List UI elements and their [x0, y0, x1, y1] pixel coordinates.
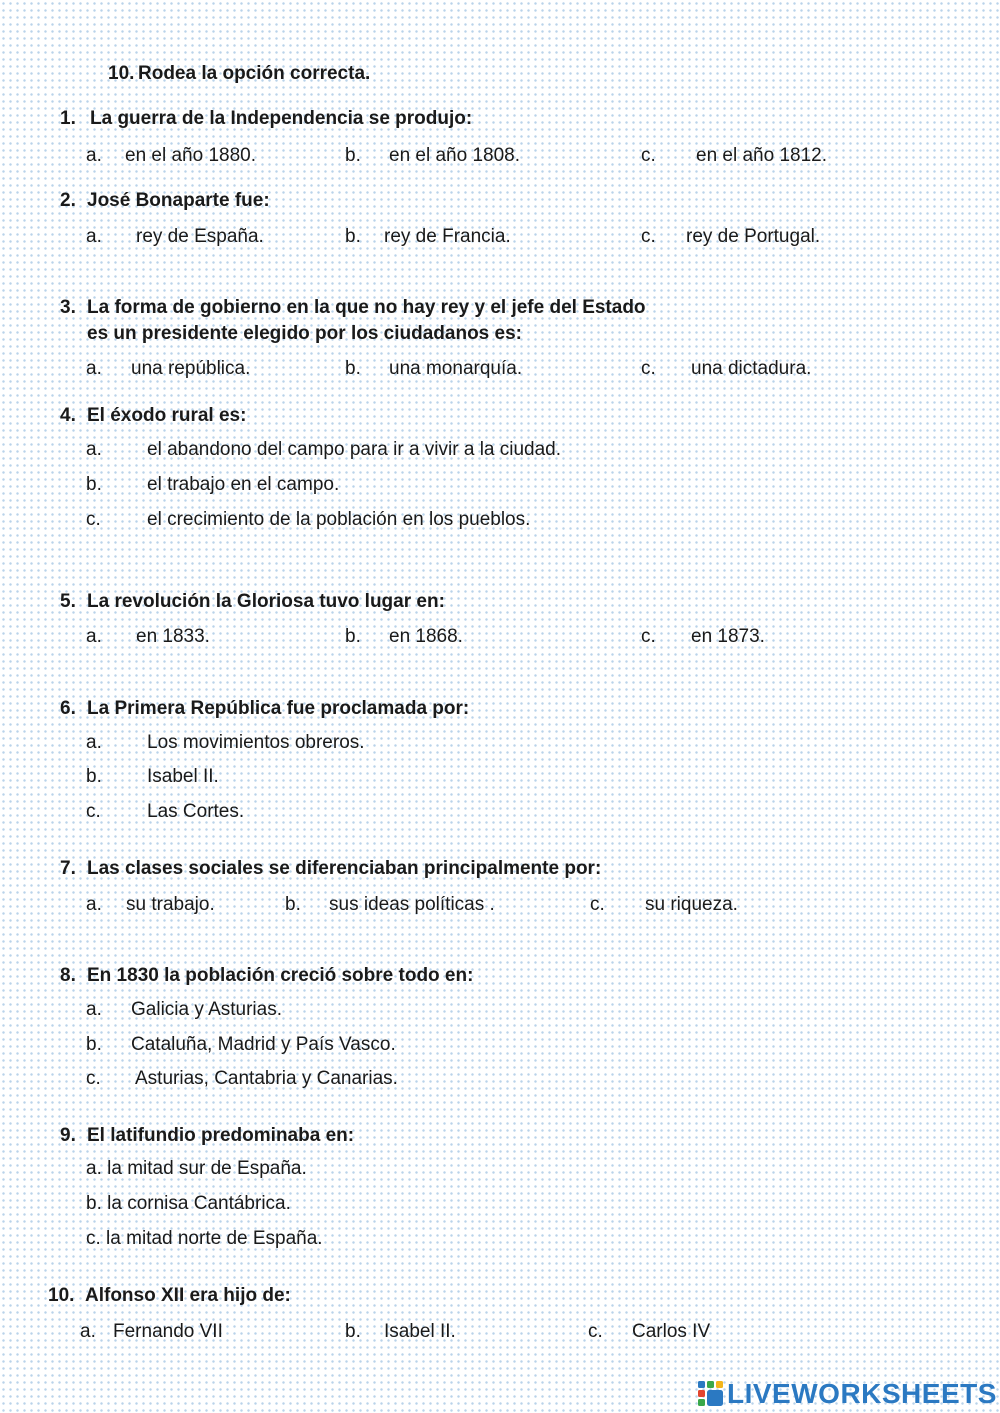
q2-option-a-letter: a.: [86, 226, 102, 247]
q3-option-a-letter: a.: [86, 358, 102, 379]
q2-option-c[interactable]: rey de Portugal.: [686, 226, 821, 247]
q7-number: 7.: [60, 858, 76, 879]
q5-option-b[interactable]: en 1868.: [389, 626, 463, 647]
q5-number: 5.: [60, 591, 76, 612]
q4-option-b[interactable]: el trabajo en el campo.: [147, 474, 340, 495]
q3-option-a[interactable]: una república.: [131, 358, 251, 379]
q7-option-c-letter: c.: [590, 894, 605, 915]
q1-option-b-letter: b.: [345, 145, 361, 166]
q1-option-c-letter: c.: [641, 145, 656, 166]
q9-option-a[interactable]: a. la mitad sur de España.: [86, 1158, 307, 1179]
q4-number: 4.: [60, 405, 76, 426]
q2-option-c-letter: c.: [641, 226, 656, 247]
q5-option-a-letter: a.: [86, 626, 102, 647]
q2-number: 2.: [60, 190, 76, 211]
q4-option-c[interactable]: el crecimiento de la población en los pueblos.: [147, 509, 531, 530]
q10-option-a[interactable]: Fernando VII: [113, 1321, 223, 1342]
liveworksheets-logo: [698, 1378, 997, 1410]
q8-option-a-letter: a.: [86, 999, 102, 1020]
q6-option-a[interactable]: Los movimientos obreros.: [147, 732, 365, 753]
q3-number: 3.: [60, 297, 76, 318]
q4-option-a[interactable]: el abandono del campo para ir a vivir a la ciudad.: [147, 439, 562, 460]
q10-number: 10.: [48, 1285, 75, 1306]
exercise-number: 10.: [108, 63, 135, 84]
q8-option-b-letter: b.: [86, 1034, 102, 1055]
q5-option-c[interactable]: en 1873.: [691, 626, 765, 647]
q8-option-c[interactable]: Asturias, Cantabria y Canarias.: [135, 1068, 398, 1089]
q5-option-b-letter: b.: [345, 626, 361, 647]
q7-option-a[interactable]: su trabajo.: [126, 894, 215, 915]
q8-option-a[interactable]: Galicia y Asturias.: [131, 999, 282, 1020]
q9-option-c[interactable]: c. la mitad norte de España.: [86, 1228, 323, 1249]
q6-option-a-letter: a.: [86, 732, 102, 753]
q1-option-a[interactable]: en el año 1880.: [125, 145, 257, 166]
q10-option-b-letter: b.: [345, 1321, 361, 1342]
q9-number: 9.: [60, 1125, 76, 1146]
q10-option-c[interactable]: Carlos IV: [632, 1321, 711, 1342]
q2-option-b[interactable]: rey de Francia.: [384, 226, 511, 247]
q1-option-c[interactable]: en el año 1812.: [696, 145, 828, 166]
q9-option-b[interactable]: b. la cornisa Cantábrica.: [86, 1193, 291, 1214]
exercise-title: Rodea la opción correcta.: [138, 63, 371, 84]
q3-option-b-letter: b.: [345, 358, 361, 379]
q2-option-b-letter: b.: [345, 226, 361, 247]
q2-option-a[interactable]: rey de España.: [136, 226, 264, 247]
liveworksheets-grid-icon: [698, 1381, 724, 1407]
q10-option-b[interactable]: Isabel II.: [384, 1321, 456, 1342]
q3-question-line1: La forma de gobierno en la que no hay rey y el jefe del Estado: [87, 297, 646, 318]
q7-option-b[interactable]: sus ideas políticas .: [329, 894, 495, 915]
q6-option-b[interactable]: Isabel II.: [147, 766, 219, 787]
q1-option-b[interactable]: en el año 1808.: [389, 145, 521, 166]
q2-question: José Bonaparte fue:: [87, 190, 270, 211]
q1-option-a-letter: a.: [86, 145, 102, 166]
q7-option-a-letter: a.: [86, 894, 102, 915]
q4-option-b-letter: b.: [86, 474, 102, 495]
q8-option-b[interactable]: Cataluña, Madrid y País Vasco.: [131, 1034, 396, 1055]
q6-number: 6.: [60, 698, 76, 719]
q4-option-c-letter: c.: [86, 509, 101, 530]
q8-number: 8.: [60, 965, 76, 986]
q3-option-b[interactable]: una monarquía.: [389, 358, 523, 379]
q4-option-a-letter: a.: [86, 439, 102, 460]
q7-option-b-letter: b.: [285, 894, 301, 915]
q6-option-b-letter: b.: [86, 766, 102, 787]
q7-question: Las clases sociales se diferenciaban principalmente por:: [87, 858, 602, 879]
q7-option-c[interactable]: su riqueza.: [645, 894, 738, 915]
q3-option-c[interactable]: una dictadura.: [691, 358, 812, 379]
q5-option-c-letter: c.: [641, 626, 656, 647]
q8-question: En 1830 la población creció sobre todo en:: [87, 965, 474, 986]
q9-question: El latifundio predominaba en:: [87, 1125, 355, 1146]
q6-option-c-letter: c.: [86, 801, 101, 822]
q6-option-c[interactable]: Las Cortes.: [147, 801, 245, 822]
q10-option-a-letter: a.: [80, 1321, 96, 1342]
q6-question: La Primera República fue proclamada por:: [87, 698, 470, 719]
q10-question: Alfonso XII era hijo de:: [85, 1285, 291, 1306]
q1-question: La guerra de la Independencia se produjo:: [90, 108, 473, 129]
q8-option-c-letter: c.: [86, 1068, 101, 1089]
q3-question-line2: es un presidente elegido por los ciudadanos es:: [87, 323, 522, 344]
q10-option-c-letter: c.: [588, 1321, 603, 1342]
liveworksheets-wordmark: LIVEWORKSHEETS: [727, 1378, 997, 1409]
q3-option-c-letter: c.: [641, 358, 656, 379]
q5-question: La revolución la Gloriosa tuvo lugar en:: [87, 591, 445, 612]
q5-option-a[interactable]: en 1833.: [136, 626, 210, 647]
q4-question: El éxodo rural es:: [87, 405, 247, 426]
q1-number: 1.: [60, 108, 76, 129]
